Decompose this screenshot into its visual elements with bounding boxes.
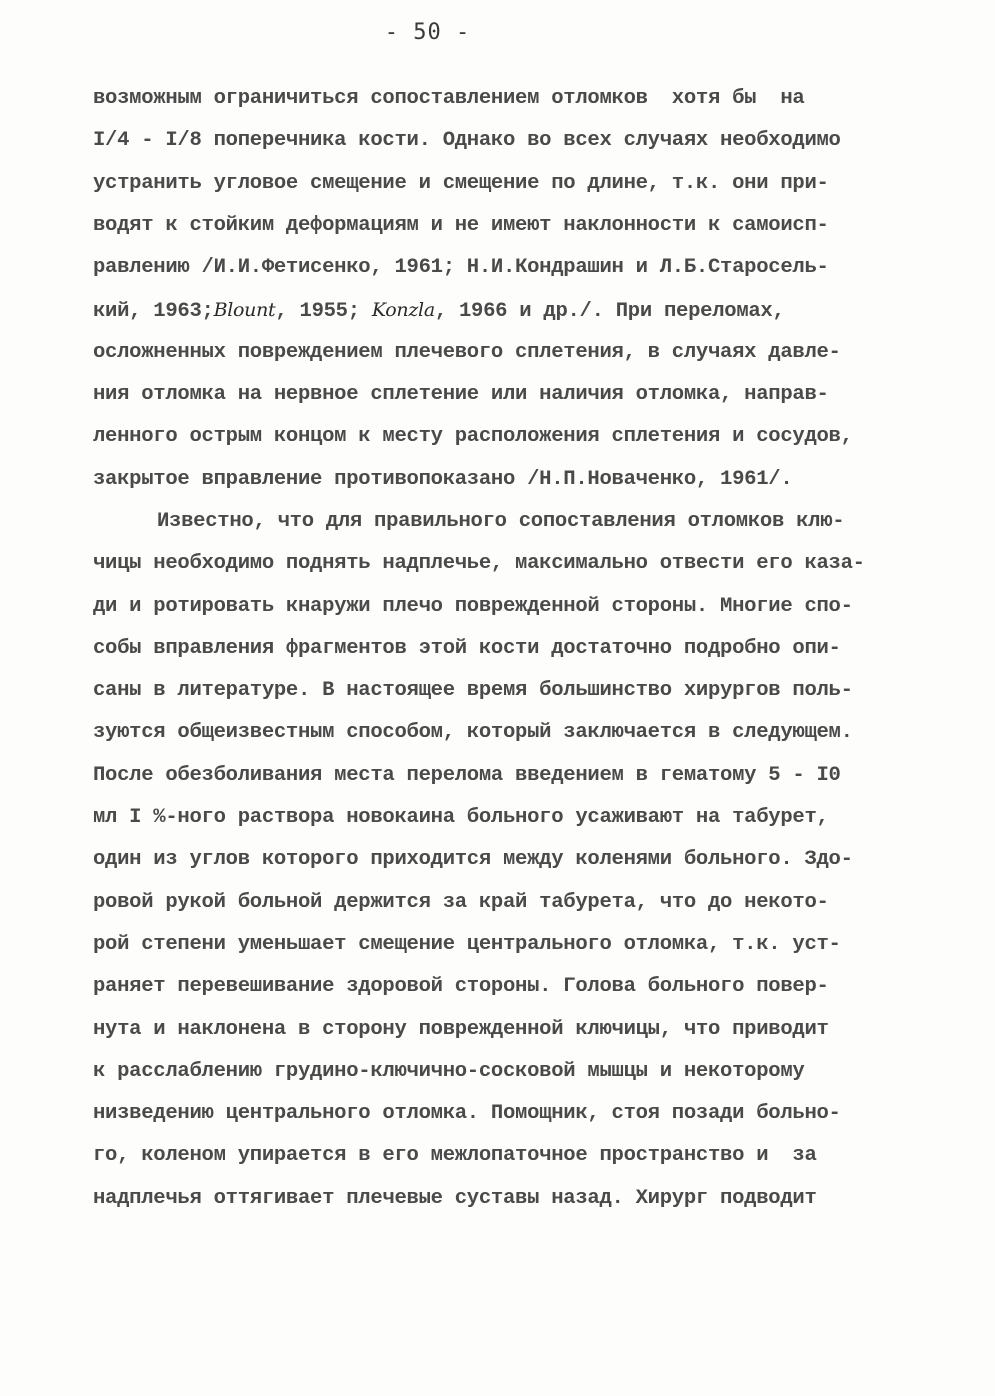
handwritten-author-name: Konzla bbox=[371, 299, 435, 322]
text-line: го, коленом упирается в его межлопаточное пространство и за bbox=[93, 1144, 817, 1168]
text-line bbox=[93, 289, 903, 331]
text-line: саны в литературе. В настоящее время большинство хирургов поль- bbox=[93, 679, 853, 703]
text-fragment: кий, 1963; bbox=[93, 300, 214, 324]
text-line: раняет перевешивание здоровой стороны. Голова больного повер- bbox=[93, 975, 829, 999]
text-line: I/4 - I/8 поперечника кости. Однако во всех случаях необходимо bbox=[93, 129, 841, 153]
text-line: ровой рукой больной держится за край табурета, что до некото- bbox=[93, 890, 829, 914]
handwritten-author-name: Blount bbox=[213, 299, 276, 322]
text-line: ленного острым концом к месту расположения сплетения и сосудов, bbox=[93, 425, 853, 449]
text-line: устранить угловое смещение и смещение по длине, т.к. они при- bbox=[93, 171, 829, 195]
text-line: рой степени уменьшает смещение центрального отломка, т.к. уст- bbox=[93, 932, 841, 956]
text-line: осложненных повреждением плечевого сплетения, в случаях давле- bbox=[93, 340, 841, 364]
text-fragment: , 1955; bbox=[275, 300, 360, 324]
text-line: надплечья оттягивает плечевые суставы назад. Хирург подводит bbox=[93, 1186, 817, 1210]
text-line: ди и ротировать кнаружи плечо поврежденной стороны. Многие спо- bbox=[93, 594, 853, 618]
text-line: один из углов которого приходится между коленями больного. Здо- bbox=[93, 848, 853, 872]
paragraph-first-line: Известно, что для правильного сопоставления отломков клю- bbox=[157, 509, 845, 533]
text-line: чицы необходимо поднять надплечье, максимально отвести его каза- bbox=[93, 552, 865, 576]
text-line: зуются общеизвестным способом, который заключается в следующем. bbox=[93, 721, 853, 745]
text-line: После обезболивания места перелома введением в гематому 5 - I0 bbox=[93, 763, 841, 787]
text-line: низведению центрального отломка. Помощник, стоя позади больно- bbox=[93, 1102, 841, 1126]
text-line: возможным ограничиться сопоставлением отломков хотя бы на bbox=[93, 87, 805, 110]
text-line: водят к стойким деформациям и не имеют наклонности к самоисп- bbox=[93, 213, 829, 237]
body-text bbox=[93, 78, 903, 1220]
text-line: равлению /И.И.Фетисенко, 1961; Н.И.Кондрашин и Л.Б.Старосель- bbox=[93, 256, 829, 280]
text-line: мл I %-ного раствора новокаина больного усаживают на табурет, bbox=[93, 806, 829, 830]
page-number: - 50 - bbox=[384, 20, 471, 45]
text-line: собы вправления фрагментов этой кости достаточно подробно опи- bbox=[93, 636, 841, 660]
text-fragment: , 1966 и др./. При переломах, bbox=[434, 300, 785, 324]
text-line: к расслаблению грудино-ключично-сосковой мышцы и некоторому bbox=[93, 1059, 805, 1083]
text-line: нута и наклонена в сторону поврежденной ключицы, что приводит bbox=[93, 1017, 829, 1041]
text-line: ния отломка на нервное сплетение или наличия отломка, направ- bbox=[93, 383, 829, 407]
text-line: закрытое вправление противопоказано /Н.П.Новаченко, 1961/. bbox=[93, 467, 793, 491]
